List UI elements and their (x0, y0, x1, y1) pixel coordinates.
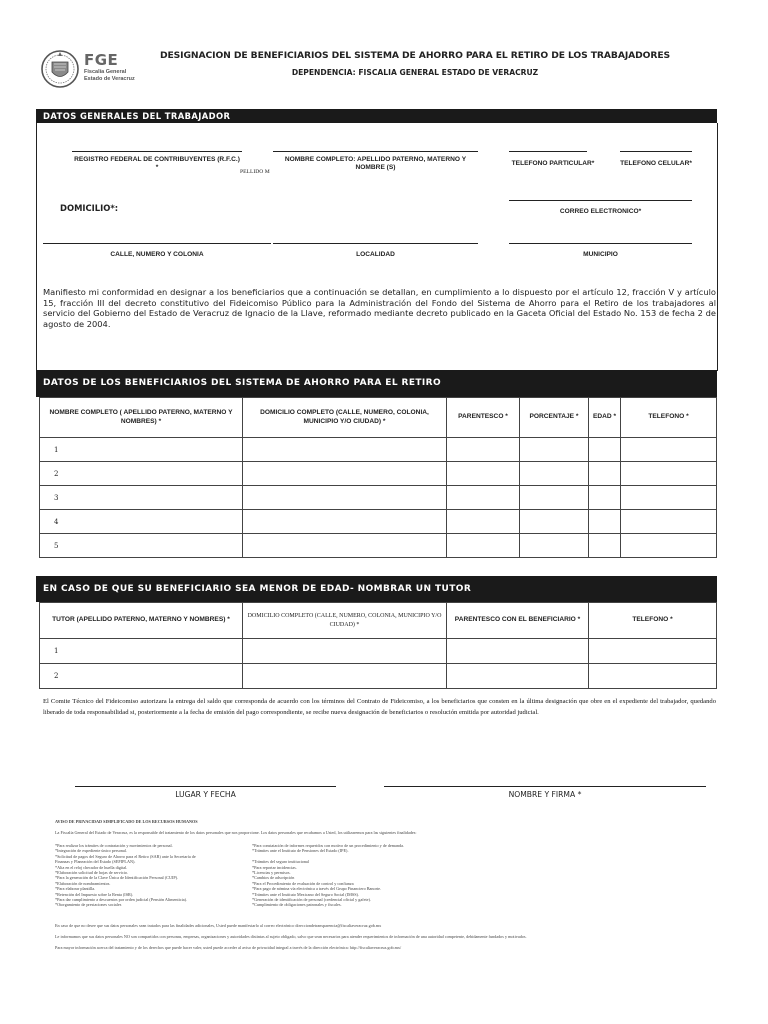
relationship-cell[interactable] (447, 510, 520, 534)
row-number: 1 (40, 639, 243, 664)
street-field[interactable] (43, 243, 271, 244)
address-cell[interactable] (243, 462, 447, 486)
phone-cell[interactable] (621, 486, 717, 510)
row-number: 1 (40, 438, 243, 462)
age-cell[interactable] (589, 462, 621, 486)
section-header-tutor: EN CASO DE QUE SU BENEFICIARIO SEA MENOR DE EDAD- NOMBRAR UN TUTOR (36, 576, 717, 602)
relationship-cell[interactable] (447, 639, 589, 664)
rfc-label: REGISTRO FEDERAL DE CONTRIBUYENTES (R.F.C.) * (74, 156, 240, 171)
age-cell[interactable] (589, 534, 621, 558)
relationship-cell[interactable] (447, 438, 520, 462)
percentage-cell[interactable] (520, 438, 589, 462)
list-item: *Integración de expediente único personal. (55, 848, 127, 854)
cell-phone-field[interactable] (620, 151, 692, 152)
list-item: *Para la generación de la Clave Única de Identificación Personal (CUIP). (55, 875, 179, 881)
conformity-statement: Manifiesto mi conformidad en designar a los beneficiarios que a continuación se detallan, en cumplimiento a lo dispuesto por el artículo 12, fracción V y artículo 15, fracción III del decreto constitutivo del Fideicomiso Público para la Administración del Fondo del Sistema de Ahorro para el Retiro de los trabajadores al servicio del Gobierno del Estado de Veracruz de Ignacio de la Llave, reformado mediante decreto publicado en la Gaceta Oficial del Estado No. 153 de fecha 2 de agosto de 2004. (43, 287, 716, 329)
privacy-paragraph-sharing: Le informamos que sus datos personales NO son compartidos con personas, empresas, organizaciones y autoridades distintas al sujeto obligado, salvo que sean necesarios para atender requerimientos de información de una autoridad competente, debidamente fundados y motivados. (55, 934, 527, 939)
privacy-title: AVISO DE PRIVACIDAD SIMPLIFICADO DE LOS RECURSOS HUMANOS (55, 819, 198, 824)
list-item: *Cambios de adscripción (252, 875, 295, 881)
list-item: *Para dar cumplimiento a descuentos por orden judicial (Pensión Alimenticia). (55, 897, 188, 903)
trust-disclaimer: El Comite Técnico del Fideicomiso autorizara la entrega del saldo que corresponda de acuerdo con los términos del Contrato de Fideicomiso, a los beneficiarios que consten en la última designación que obre en el expediente del trabajador, quedando liberado de toda responsabilidad si, posteriormente a la fecha de emisión del pago correspondiente, se recibe nueva designación de beneficiarios o resolución emitida por autoridad judicial. (43, 698, 716, 716)
list-item: *Para realizar los trámites de contratación y movimientos de personal. (55, 843, 173, 848)
section-header-beneficiarios: DATOS DE LOS BENEFICIARIOS DEL SISTEMA DE AHORRO PARA EL RETIRO (36, 370, 717, 397)
full-name-label: NOMBRE COMPLETO: APELLIDO PATERNO, MATERNO Y NOMBRE (S) (284, 156, 467, 171)
locality-label: LOCALIDAD (356, 251, 395, 258)
list-item: *Para pago de nómina vía electrónica a través del Grupo Financiero Banorte. (252, 886, 382, 892)
age-cell[interactable] (589, 486, 621, 510)
row-number: 3 (40, 486, 243, 510)
document-subtitle: DEPENDENCIA: FISCALIA GENERAL ESTADO DE VERACRUZ (291, 68, 539, 77)
row-number: 4 (40, 510, 243, 534)
email-label: CORREO ELECTRONICO* (559, 208, 642, 215)
privacy-left-list (55, 843, 196, 908)
address-cell[interactable] (243, 534, 447, 558)
logo-line1: Fiscalía General (84, 69, 127, 75)
list-item: *Elaboración solicitud de hojas de servicio. (55, 870, 129, 876)
name-signature-label: NOMBRE Y FIRMA * (508, 790, 582, 799)
phone-cell[interactable] (621, 510, 717, 534)
phone-cell[interactable] (589, 639, 717, 664)
relationship-cell[interactable] (447, 534, 520, 558)
privacy-paragraph-opt-out: En caso de que no desee que sus datos personales sean tratados para las finalidades adicionales, Usted puede manifestarlo al correo electrónico direcciondetransparencia@fiscaliaveracruz.gob.mx (55, 923, 382, 928)
col-tutor-name: TUTOR (APELLIDO PATERNO, MATERNO Y NOMBRES) * (40, 603, 243, 639)
street-label: CALLE, NUMERO Y COLONIA (110, 251, 204, 258)
col-tutor-phone: TELEFONO * (589, 603, 717, 639)
table-row (40, 639, 717, 664)
col-beneficiary-name: NOMBRE COMPLETO ( APELLIDO PATERNO, MATERNO Y NOMBRES) * (40, 398, 243, 438)
table-row (40, 462, 717, 486)
name-signature-field[interactable] (384, 786, 706, 787)
row-number: 2 (40, 462, 243, 486)
list-item: *Solicitud de pagos del Seguro de Ahorro para el Retiro (SAR) ante la Secretaría de (55, 853, 196, 859)
list-item: *Retención del Impuesto sobre la Renta (ISR). (55, 891, 134, 897)
beneficiaries-table (39, 397, 717, 558)
col-beneficiary-address: DOMICILIO COMPLETO (CALLE, NUMERO, COLONIA, MUNICIPIO Y/O CIUDAD) * (243, 398, 447, 438)
percentage-cell[interactable] (520, 486, 589, 510)
locality-field[interactable] (273, 243, 478, 244)
age-cell[interactable] (589, 438, 621, 462)
place-date-label: LUGAR Y FECHA (175, 790, 236, 799)
table-row (40, 534, 717, 558)
tutor-table (39, 602, 717, 689)
col-phone: TELEFONO * (621, 398, 717, 438)
privacy-right-list (252, 843, 404, 908)
col-tutor-address: DOMICILIO COMPLETO (CALLE, NUMERO, COLONIA, MUNICIPIO Y/O CIUDAD) * (243, 603, 447, 639)
phone-cell[interactable] (621, 438, 717, 462)
cell-phone-label: TELEFONO CELULAR* (620, 160, 692, 167)
relationship-cell[interactable] (447, 462, 520, 486)
home-phone-field[interactable] (509, 151, 587, 152)
percentage-cell[interactable] (520, 462, 589, 486)
percentage-cell[interactable] (520, 534, 589, 558)
col-tutor-relationship: PARENTESCO CON EL BENEFICIARIO * (447, 603, 589, 639)
list-item: *Para elaborar plantilla. (55, 886, 96, 892)
privacy-intro: La Fiscalía General del Estado de Veracruz, es la responsable del tratamiento de los datos personales que nos proporcione. Los datos personales que recabamos a Usted, los utilizaremos para las siguientes finalidades: (55, 830, 417, 835)
percentage-cell[interactable] (520, 510, 589, 534)
list-item: *Para constatación de informes requeridos con motivo de un procedimiento y de demanda. (252, 843, 404, 848)
section-header-datos-generales: DATOS GENERALES DEL TRABAJADOR (36, 109, 717, 123)
row-number: 5 (40, 534, 243, 558)
list-item: *Otorgamiento de prestaciones sociales (55, 902, 122, 908)
veracruz-shield-icon (40, 48, 80, 90)
address-cell[interactable] (243, 664, 447, 689)
domicilio-label: DOMICILIO*: (60, 203, 119, 213)
row-number: 2 (40, 664, 243, 689)
phone-cell[interactable] (621, 462, 717, 486)
fge-logo (40, 48, 150, 90)
phone-cell[interactable] (621, 534, 717, 558)
list-item: *Alta en el reloj checador de huella digital. (55, 864, 128, 870)
email-field[interactable] (509, 200, 692, 201)
list-item: *Licencias y permisos. (252, 870, 291, 876)
address-cell[interactable] (243, 438, 447, 462)
table-row (40, 510, 717, 534)
privacy-paragraph-more-info: Para mayor información acerca del tratamiento y de los derechos que puede hacer valer, usted puede acceder al aviso de privacidad integral a través de la dirección electrónica: http://fiscaliaveracruz.gob.mx/ (55, 945, 402, 950)
col-relationship: PARENTESCO * (447, 398, 520, 438)
relationship-cell[interactable] (447, 664, 589, 689)
address-cell[interactable] (243, 510, 447, 534)
place-date-field[interactable] (75, 786, 336, 787)
rfc-field[interactable] (72, 151, 242, 152)
logo-abbr: FGE (84, 51, 119, 69)
document-title: DESIGNACION DE BENEFICIARIOS DEL SISTEMA DE AHORRO PARA EL RETIRO DE LOS TRABAJADORES (159, 50, 671, 61)
address-cell[interactable] (243, 486, 447, 510)
col-percentage: PORCENTAJE * (520, 398, 589, 438)
list-item: *Trámites ante el Instituto Mexicano del Seguro Social (IMSS). (252, 891, 359, 897)
table-row (40, 486, 717, 510)
list-item: *Elaboración de nombramientos. (55, 880, 111, 886)
relationship-cell[interactable] (447, 486, 520, 510)
list-item: *Generación de identificación de personal (credencial oficial y gafete). (252, 897, 371, 903)
address-cell[interactable] (243, 639, 447, 664)
list-item: *Cumplimiento de obligaciones patronales y fiscales. (252, 902, 342, 908)
list-item: *Trámites del seguro institucional (252, 859, 309, 865)
age-cell[interactable] (589, 510, 621, 534)
logo-line2: Estado de Veracruz (84, 76, 135, 82)
municipality-label: MUNICIPIO (583, 251, 618, 258)
phone-cell[interactable] (589, 664, 717, 689)
list-item: *Para el Procedimiento de evaluación de control y confianza (252, 880, 354, 886)
municipality-field[interactable] (509, 243, 692, 244)
col-age: EDAD * (589, 398, 621, 438)
list-item: *Trámites ante el Instituto de Pensiones del Estado (IPE). (252, 848, 349, 854)
full-name-field[interactable] (273, 151, 478, 152)
table-row (40, 438, 717, 462)
table-row (40, 664, 717, 689)
home-phone-label: TELEFONO PARTICULAR* (511, 160, 595, 167)
stray-text: PELLIDO M (240, 169, 270, 175)
list-item: Finanzas y Planeación del Estado (SEFIPLAN). (55, 859, 136, 865)
list-item: *Para reportar incidencias. (252, 864, 297, 870)
